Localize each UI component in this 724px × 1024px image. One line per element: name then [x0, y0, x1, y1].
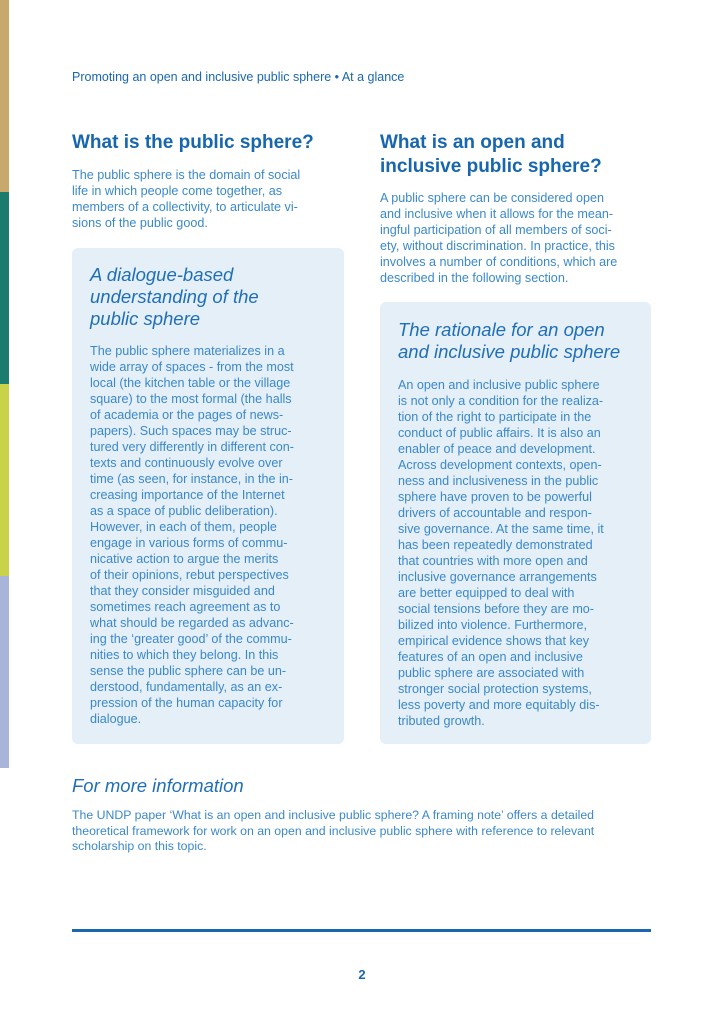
left-heading: What is the public sphere? [72, 132, 314, 153]
text-line: of their opinions, rebut perspectives [90, 568, 289, 582]
text-line: What is an open and [380, 132, 565, 153]
text-line: square) to the most formal (the halls [90, 392, 292, 406]
text-line: understanding of the [90, 286, 259, 307]
text-line: creasing importance of the Internet [90, 488, 285, 502]
text-line: pression of the human capacity for [90, 696, 283, 710]
dialogue-box [72, 248, 344, 744]
text-line: life in which people come together, as [72, 184, 283, 198]
text-line: derstood, fundamentally, as an ex- [90, 680, 283, 694]
text-line: inclusive public sphere? [380, 156, 602, 177]
text-line: features of an open and inclusive [398, 650, 583, 664]
text-line: nicative action to argue the merits [90, 552, 279, 566]
text-line: sphere have proven to be powerful [398, 490, 592, 504]
text-line: bilized into violence. Furthermore, [398, 618, 587, 632]
text-line: that they consider misguided and [90, 584, 275, 598]
text-line: sions of the public good. [72, 216, 208, 230]
right-intro [380, 190, 617, 286]
color-bar-lavender [0, 576, 9, 768]
rationale-box [380, 302, 651, 744]
text-line: sense the public sphere can be un- [90, 664, 287, 678]
text-line: empirical evidence shows that key [398, 634, 590, 648]
text-line: ing the ‘greater good’ of the commu- [90, 632, 292, 646]
text-line: papers). Such spaces may be struc- [90, 424, 292, 438]
dialogue-box-text [90, 343, 294, 727]
text-line: ety, without discrimination. In practice, this [380, 239, 615, 253]
text-line: social tensions before they are mo- [398, 602, 595, 616]
left-intro [72, 167, 314, 231]
text-line: The UNDP paper ‘What is an open and inclusive public sphere? A framing note’ offers a detailed [72, 808, 595, 822]
text-line: described in the following section. [380, 271, 569, 285]
text-line: ness and inclusiveness in the public [398, 474, 599, 488]
text-line: Across development contexts, open- [398, 458, 602, 472]
text-line: inclusive governance arrangements [398, 570, 597, 584]
text-line: less poverty and more equitably dis- [398, 698, 600, 712]
text-line: The public sphere is the domain of social [72, 168, 301, 182]
left-column [72, 131, 314, 231]
text-line: involves a number of conditions, which are [380, 255, 618, 269]
text-line: of academia or the pages of news- [90, 408, 284, 422]
rationale-box-text [398, 377, 604, 729]
text-line: sive governance. At the same time, it [398, 522, 604, 536]
text-line: enabler of peace and development. [398, 442, 596, 456]
text-line: are better equipped to deal with [398, 586, 575, 600]
text-line: is not only a condition for the realiza- [398, 394, 604, 408]
text-line: stronger social protection systems, [398, 682, 592, 696]
text-line: tured very differently in different con- [90, 440, 294, 454]
text-line: A dialogue-based [90, 264, 234, 285]
text-line: texts and continuously evolve over [90, 456, 283, 470]
text-line: public sphere [90, 308, 201, 329]
dialogue-box-title [90, 264, 259, 330]
text-line: scholarship on this topic. [72, 839, 207, 853]
text-line: that countries with more open and [398, 554, 588, 568]
text-line: members of a collectivity, to articulate vi- [72, 200, 298, 214]
text-line: ingful participation of all members of soci- [380, 223, 612, 237]
text-line: public sphere are associated with [398, 666, 585, 680]
right-heading [380, 131, 617, 179]
text-line: sometimes reach agreement as to [90, 600, 281, 614]
breadcrumb: Promoting an open and inclusive public sphere • At a glance [72, 70, 405, 84]
rationale-box-title [398, 319, 620, 363]
text-line: However, in each of them, people [90, 520, 277, 534]
more-info-title: For more information [72, 775, 244, 796]
text-line: and inclusive when it allows for the mean- [380, 207, 614, 221]
text-line: theoretical framework for work on an open and inclusive public sphere with reference to relevant [72, 823, 595, 838]
text-line: conduct of public affairs. It is also an [398, 426, 601, 440]
color-bar-lime [0, 384, 9, 576]
text-line: drivers of accountable and respon- [398, 506, 592, 520]
text-line: local (the kitchen table or the village [90, 376, 291, 390]
text-line: tributed growth. [398, 714, 485, 728]
color-bar-teal [0, 192, 9, 384]
text-line: as a space of public deliberation). [90, 504, 278, 518]
text-line: what should be regarded as advanc- [90, 616, 294, 630]
page-number: 2 [358, 967, 366, 982]
text-line: has been repeatedly demonstrated [398, 538, 593, 552]
text-line: The public sphere materializes in a [90, 344, 285, 358]
text-line: tion of the right to participate in the [398, 410, 592, 424]
text-line: A public sphere can be considered open [380, 191, 605, 205]
right-column [380, 131, 617, 286]
text-line: time (as seen, for instance, in the in- [90, 472, 293, 486]
text-line: wide array of spaces - from the most [90, 360, 294, 374]
footer-rule [72, 929, 651, 932]
text-line: The rationale for an open [398, 319, 605, 340]
more-info-text [72, 808, 594, 855]
color-bar-tan [0, 0, 9, 192]
text-line: dialogue. [90, 712, 142, 726]
text-line: engage in various forms of commu- [90, 536, 288, 550]
text-line: An open and inclusive public sphere [398, 378, 600, 392]
text-line: and inclusive public sphere [398, 341, 621, 362]
text-line: nities to which they belong. In this [90, 648, 279, 662]
